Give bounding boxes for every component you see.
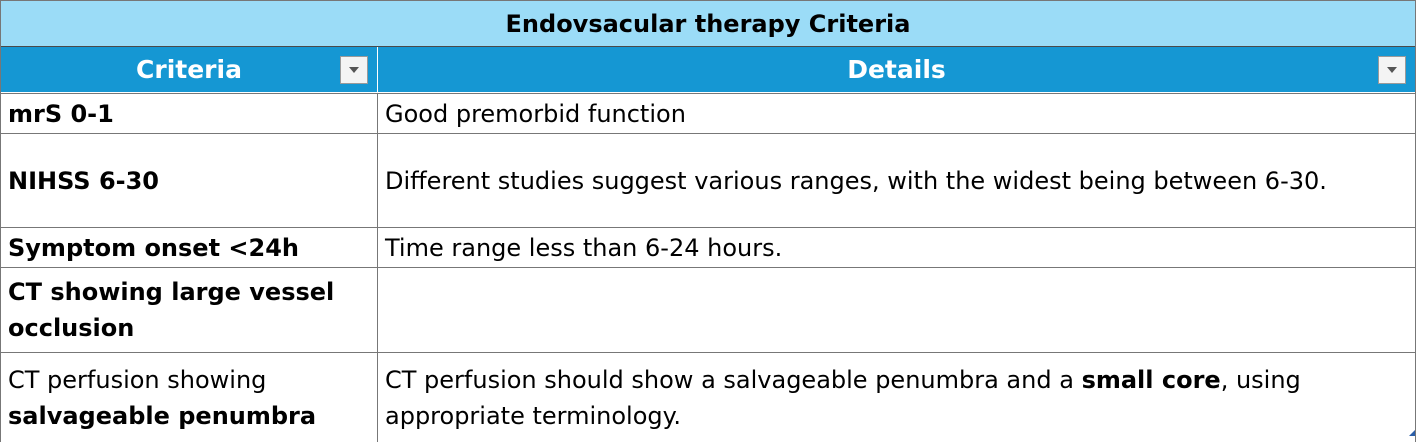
table-row-2-details[interactable] [378, 133, 1415, 227]
criteria-filter-button[interactable] [340, 56, 368, 84]
column-header-criteria-label: Criteria [136, 55, 242, 84]
table-row-4-details[interactable] [378, 267, 1415, 352]
cell-text: CT perfusion should show a salvageable penumbra and a [385, 365, 1082, 394]
table-row-5-details[interactable] [378, 352, 1415, 442]
column-header-details[interactable] [378, 47, 1415, 92]
table-right-border [1415, 0, 1416, 442]
table-row-4-criteria[interactable] [1, 267, 378, 352]
cell-text: Different studies suggest various ranges, with the widest being between 6-30. [385, 166, 1327, 195]
table-row-3-criteria[interactable] [1, 227, 378, 267]
table-row-1-details[interactable] [378, 93, 1415, 133]
cell-text-bold: small core [1081, 365, 1221, 394]
table-row-1-criteria[interactable] [1, 93, 378, 133]
column-header-details-label: Details [847, 55, 946, 84]
table-title[interactable]: Endovsacular therapy Criteria [1, 1, 1415, 47]
cell-text: NIHSS 6-30 [8, 166, 160, 195]
cell-text: , using appropriate terminology. [385, 365, 1301, 430]
cell-text: Time range less than 6-24 hours. [385, 233, 783, 262]
cell-text: mrS 0-1 [8, 99, 114, 128]
table-row-2-criteria[interactable] [1, 133, 378, 227]
table-row-5-criteria[interactable] [1, 352, 378, 442]
cell-text-bold: salvageable penumbra [8, 401, 317, 430]
column-header-criteria[interactable] [1, 47, 378, 92]
table-resize-handle-icon[interactable] [1409, 430, 1415, 436]
details-filter-button[interactable] [1378, 56, 1406, 84]
dropdown-arrow-icon [1387, 67, 1397, 73]
cell-text: CT showing large vessel occlusion [8, 278, 335, 342]
table-row-3-details[interactable] [378, 227, 1415, 267]
cell-text: CT perfusion showing [8, 365, 267, 394]
dropdown-arrow-icon [349, 67, 359, 73]
cell-text: Good premorbid function [385, 99, 686, 128]
cell-text: Symptom onset <24h [8, 233, 299, 262]
